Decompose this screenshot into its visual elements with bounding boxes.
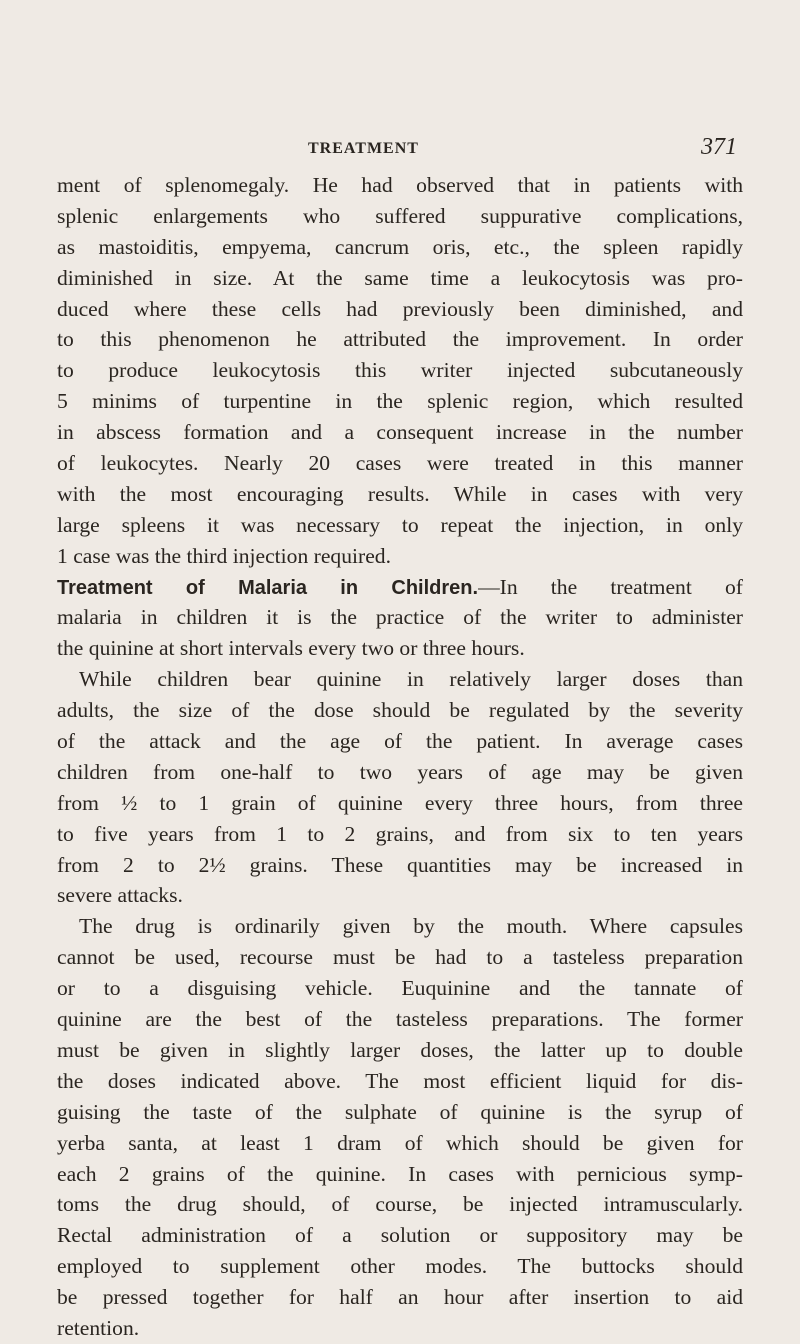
body-text	[57, 170, 743, 1344]
paragraph-dosage	[57, 664, 743, 911]
text-line: the doses indicated above. The most efficient liquid for dis-	[57, 1068, 743, 1093]
text-line: yerba santa, at least 1 dram of which should be given for	[57, 1130, 743, 1155]
text-line: to five years from 1 to 2 grains, and from six to ten years	[57, 821, 743, 846]
text-line: quinine are the best of the tasteless preparations. The former	[57, 1007, 743, 1032]
text-line: with the most encouraging results. While in cases with very	[57, 481, 743, 506]
text-line: to produce leukocytosis this writer injected subcutaneously	[57, 358, 743, 383]
text-line: toms the drug should, of course, be injected intramuscularly.	[57, 1192, 743, 1217]
section-first-line	[57, 572, 743, 603]
text-line: employed to supplement other modes. The buttocks should	[57, 1254, 743, 1279]
text-line: the quinine at short intervals every two or three hours.	[57, 636, 525, 661]
text-line: or to a disguising vehicle. Euquinine and the tannate of	[57, 976, 743, 1001]
text-line: from ½ to 1 grain of quinine every three hours, from three	[57, 790, 743, 815]
section-heading: Treatment of Malaria in Children.	[57, 576, 479, 599]
text-line: 1 case was the third injection required.	[57, 543, 391, 568]
text-line: children from one-half to two years of age may be given	[57, 759, 743, 784]
text-line: to this phenomenon he attributed the improvement. In order	[57, 327, 743, 352]
text-line: 5 minims of turpentine in the splenic region, which resulted	[57, 389, 743, 414]
text-line: be pressed together for half an hour after insertion to aid	[57, 1285, 743, 1310]
text-line: guising the taste of the sulphate of quinine is the syrup of	[57, 1099, 743, 1124]
text-line: splenic enlargements who suffered suppurative complications,	[57, 203, 743, 228]
text-line: of the attack and the age of the patient. In average cases	[57, 729, 743, 754]
page-number: 371	[701, 134, 737, 160]
text-line: Rectal administration of a solution or suppository may be	[57, 1223, 743, 1248]
section-first-line-text: —In the treatment of	[478, 574, 743, 599]
text-line: duced where these cells had previously been diminished, and	[57, 296, 743, 321]
text-line: The drug is ordinarily given by the mouth. Where capsules	[79, 914, 743, 939]
text-line: large spleens it was necessary to repeat the injection, in only	[57, 512, 743, 537]
text-line: ment of splenomegaly. He had observed that in patients with	[57, 173, 743, 197]
text-line: severe attacks.	[57, 883, 183, 908]
text-line: must be given in slightly larger doses, the latter up to double	[57, 1037, 743, 1062]
text-line: diminished in size. At the same time a leukocytosis was pro-	[57, 265, 743, 290]
text-line: retention.	[57, 1315, 140, 1340]
text-line: as mastoiditis, empyema, cancrum oris, etc., the spleen rapidly	[57, 234, 743, 259]
running-head: TREATMENT	[308, 140, 419, 157]
text-line: While children bear quinine in relatively larger doses than	[79, 667, 743, 692]
text-line: adults, the size of the dose should be regulated by the severity	[57, 698, 743, 723]
paragraph-administration	[57, 911, 743, 1343]
text-line: malaria in children it is the practice of the writer to administer	[57, 605, 743, 630]
page-header	[0, 134, 800, 168]
paragraph-continuation	[57, 170, 743, 572]
section-malaria-children	[57, 572, 743, 665]
text-line: in abscess formation and a consequent increase in the number	[57, 420, 743, 445]
text-line: each 2 grains of the quinine. In cases with pernicious symp-	[57, 1161, 743, 1186]
text-line: from 2 to 2½ grains. These quantities may be increased in	[57, 852, 743, 877]
text-line: of leukocytes. Nearly 20 cases were treated in this manner	[57, 451, 743, 476]
text-line: cannot be used, recourse must be had to a tasteless preparation	[57, 945, 743, 970]
